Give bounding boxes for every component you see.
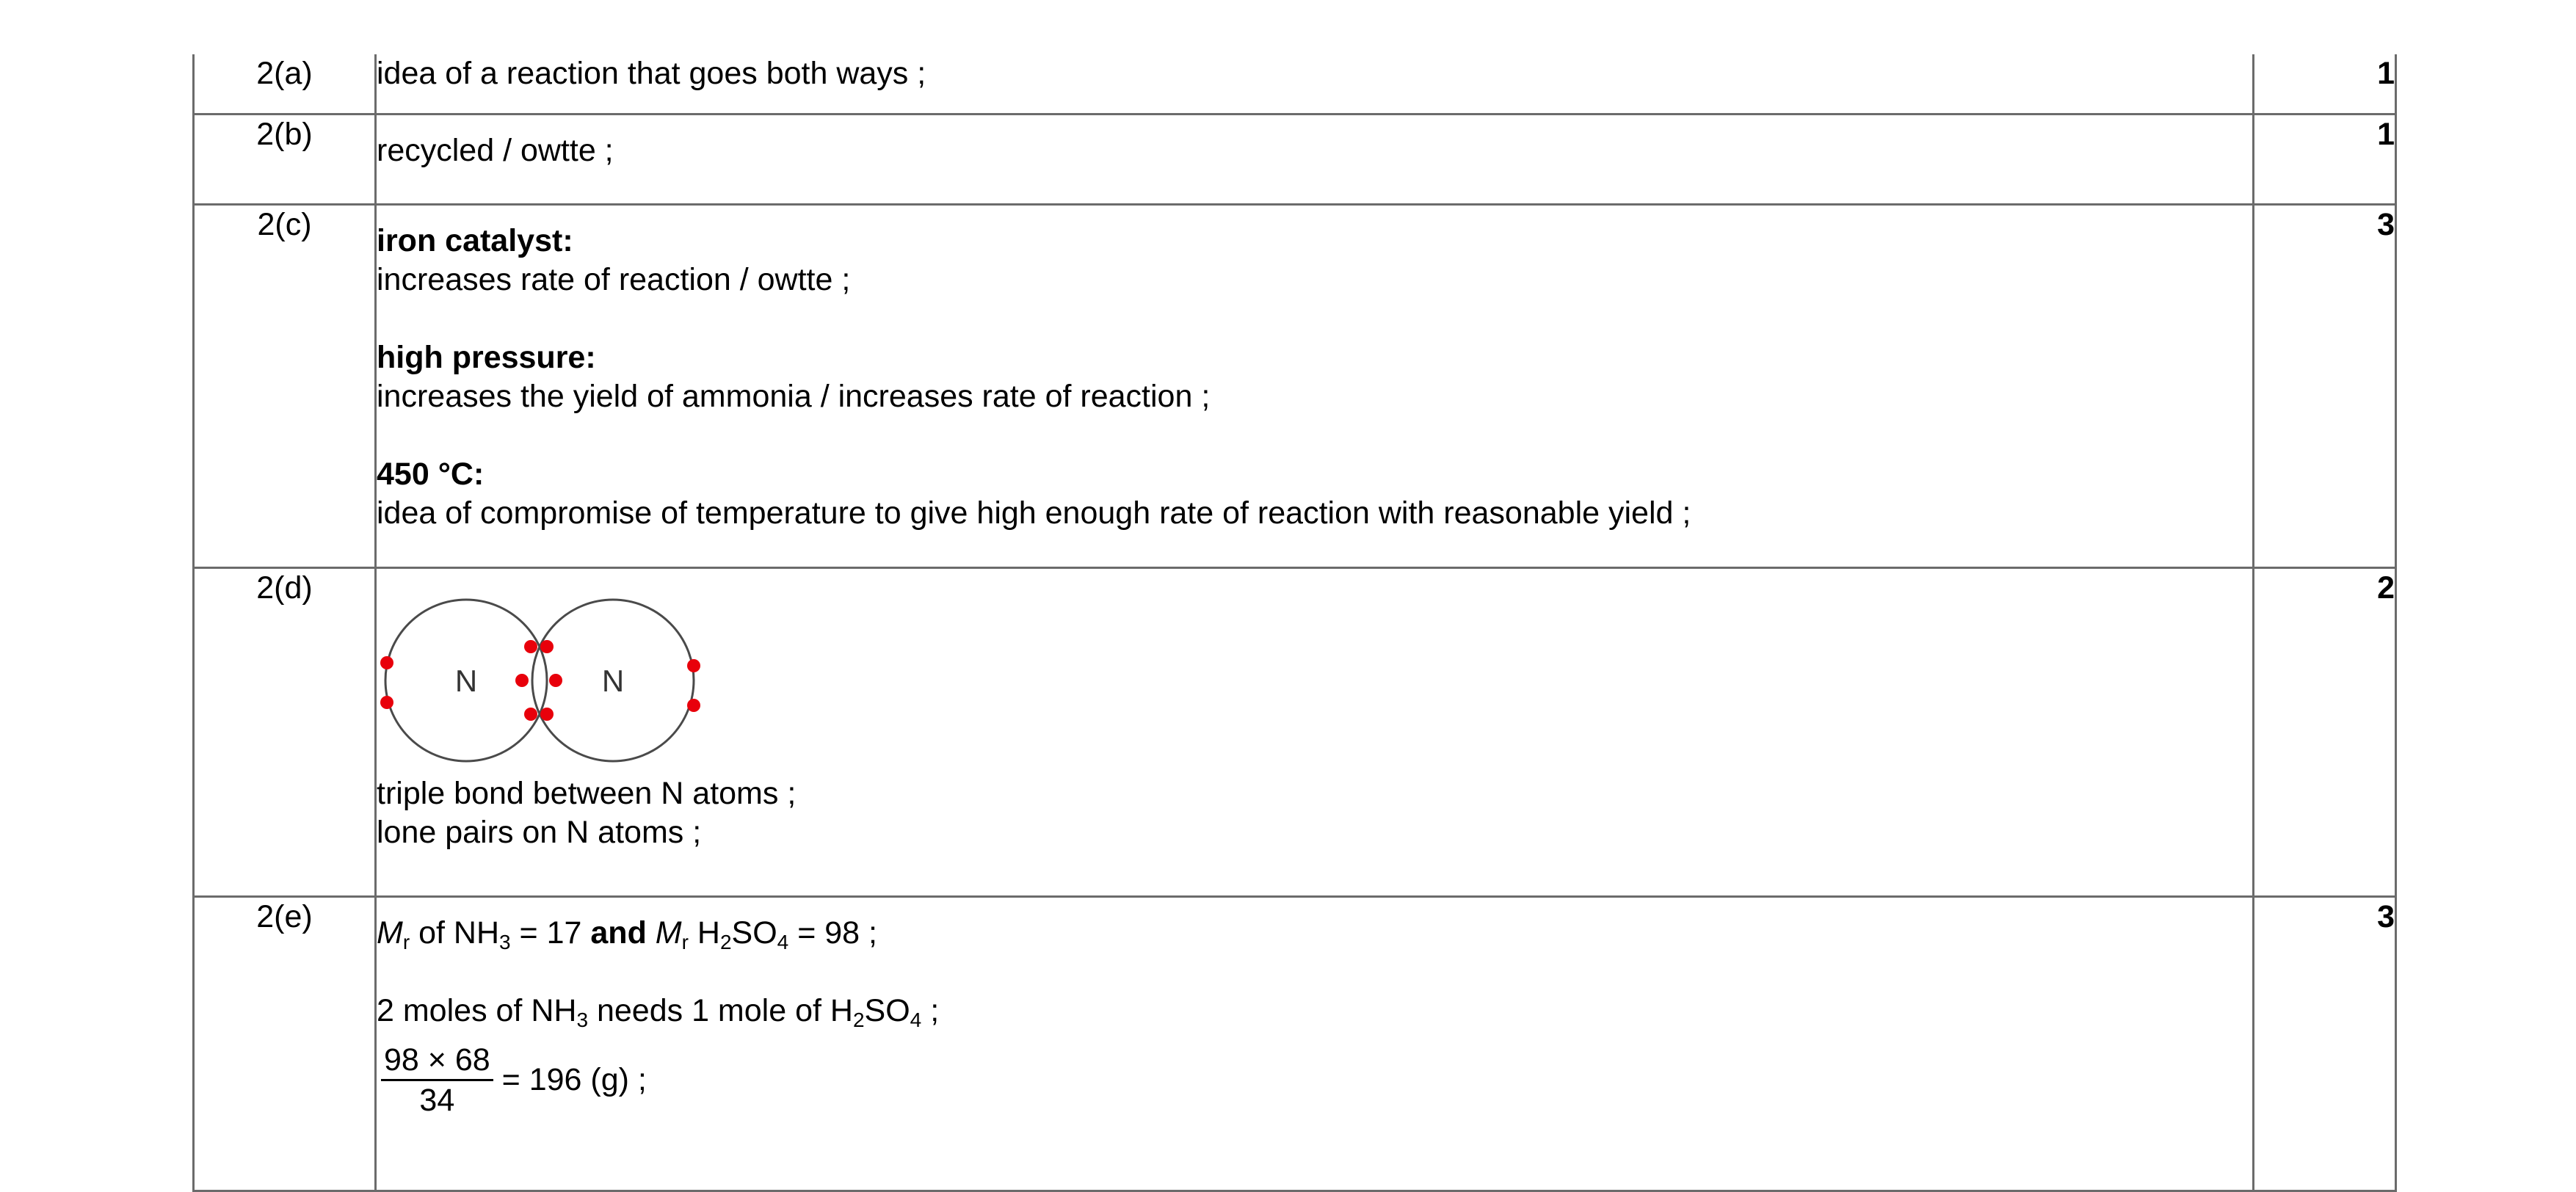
question-number: 2(d) bbox=[194, 568, 376, 897]
mole-ratio-line: 2 moles of $NH_3$ needs 1 mole of $H_2SO_4$ ; bbox=[377, 993, 940, 1031]
electron-dot bbox=[540, 708, 554, 721]
answer-heading: iron catalyst: bbox=[377, 223, 573, 258]
fraction bbox=[381, 1041, 493, 1119]
table-row bbox=[194, 115, 2396, 205]
answer-text: idea of compromise of temperature to give high enough rate of reaction with reasonable yield ; bbox=[377, 495, 1691, 531]
right-atom-symbol: N bbox=[601, 664, 625, 698]
answer-heading: high pressure: bbox=[377, 340, 596, 375]
electron-dot bbox=[549, 674, 562, 687]
answer-text: lone pairs on N atoms ; bbox=[377, 815, 702, 850]
answer-text: increases rate of reaction / owtte ; bbox=[377, 262, 851, 297]
answer-heading: 450 °C: bbox=[377, 457, 485, 492]
table-row bbox=[194, 54, 2396, 115]
marks-cell: 1 bbox=[2254, 115, 2396, 205]
table-row bbox=[194, 568, 2396, 897]
answer-cell bbox=[376, 897, 2254, 1191]
question-number: 2(a) bbox=[194, 54, 376, 115]
fraction-denominator: 34 bbox=[419, 1083, 455, 1118]
marks-cell: 2 bbox=[2254, 568, 2396, 897]
table-row bbox=[194, 897, 2396, 1191]
answer-cell: recycled / owtte ; bbox=[376, 115, 2254, 205]
electron-dot bbox=[380, 656, 393, 669]
nitrogen-dot-cross-diagram bbox=[377, 594, 703, 767]
question-number: 2(e) bbox=[194, 897, 376, 1191]
question-number: 2(b) bbox=[194, 115, 376, 205]
fraction-numerator: 98 × 68 bbox=[381, 1041, 493, 1081]
mark-scheme-table bbox=[192, 54, 2397, 1192]
electron-dot bbox=[380, 696, 393, 709]
electron-dot bbox=[524, 640, 537, 653]
answer-cell: idea of a reaction that goes both ways ; bbox=[376, 54, 2254, 115]
electron-dot bbox=[687, 699, 700, 712]
calculation-line bbox=[377, 1041, 2252, 1119]
answer-cell bbox=[376, 205, 2254, 568]
marks-cell: 1 bbox=[2254, 54, 2396, 115]
marks-cell: 3 bbox=[2254, 205, 2396, 568]
answer-cell bbox=[376, 568, 2254, 897]
left-atom-symbol: N bbox=[454, 664, 478, 698]
electron-dot bbox=[540, 640, 554, 653]
question-number: 2(c) bbox=[194, 205, 376, 568]
table-row bbox=[194, 205, 2396, 568]
answer-text: increases the yield of ammonia / increases rate of reaction ; bbox=[377, 379, 1211, 414]
electron-dot bbox=[687, 659, 700, 672]
answer-text: triple bond between N atoms ; bbox=[377, 776, 797, 811]
electron-dot bbox=[524, 708, 537, 721]
calculation-result: = 196 (g) ; bbox=[501, 1062, 647, 1097]
electron-dot bbox=[515, 674, 529, 687]
molar-mass-line: $M_r$ of $NH_3 = 17$ and $M_r$ $H_2SO_4 = 98$ ; bbox=[377, 915, 877, 953]
marks-cell: 3 bbox=[2254, 897, 2396, 1191]
